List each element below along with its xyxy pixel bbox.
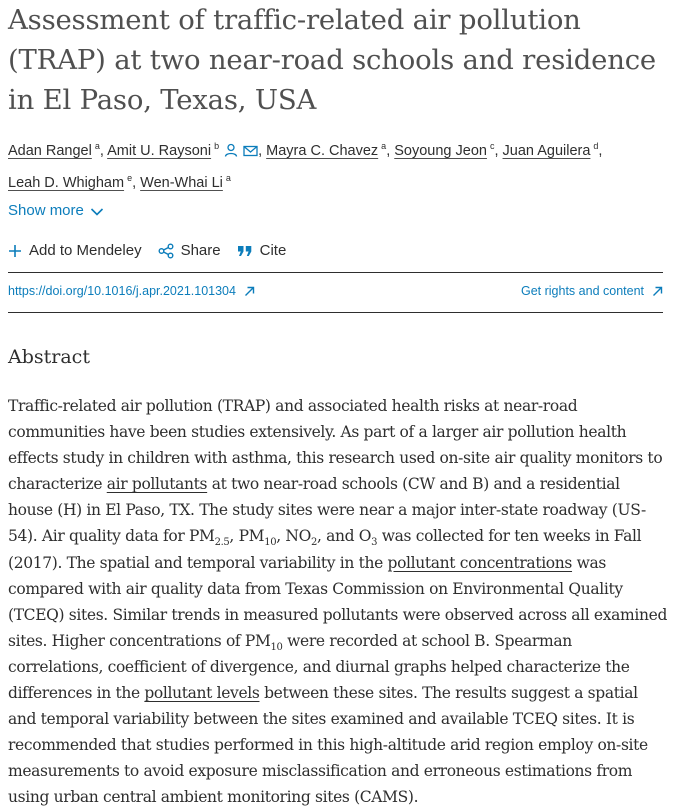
topic-link[interactable]: pollutant levels — [144, 684, 260, 703]
cite-button[interactable] — [237, 242, 287, 259]
author-link[interactable]: Amit U. Raysoni $^b$ — [107, 141, 220, 159]
plus-icon — [8, 244, 22, 258]
author-link[interactable]: Leah D. Whigham $^e$ — [8, 172, 133, 191]
author-link[interactable]: Soyoung Jeon $^c$ — [394, 141, 495, 159]
chevron-down-icon — [90, 207, 104, 217]
article-actions — [8, 242, 302, 259]
abstract-text: Traffic-related air pollution (TRAP) and associated health risks at near-road communities have been studies extensively. As part of a larger air pollution health effects study in children with asthma, this research used on-site air quality monitors to characterize air pollutants at two near-road schools (CW and B) and a residential house (H) in El Paso, TX. The study sites were near a major inter-state roadway (US-54). Air quality data for $PM_{2.5}$, $PM_{10}$, $NO_2$, and $O_3$ was collected for ten weeks in Fall (2017). The spatial and temporal variability in the pollutant concentrations was compared with air quality data from Texas Commission on Environmental Quality (TCEQ) sites. Similar trends in measured pollutants were observed across all examined sites. Higher concentrations of $PM_{10}$ were recorded at school B. Spearman correlations, coefficient of divergence, and diurnal graphs helped characterize the differences in the pollutant levels between these sites. The results suggest a spatial and temporal variability between the sites examined and available TCEQ sites. It is recommended that studies performed in this high-altitude arid region employ on-site measurements to avoid exposure misclassification and erroneous estimations from using urban central ambient monitoring sites (CAMS). — [8, 397, 668, 807]
share-icon — [158, 243, 174, 259]
author-link[interactable]: Juan Aguilera $^d$ — [502, 141, 599, 159]
email-icon[interactable] — [243, 141, 258, 166]
get-rights-link[interactable]: Get rights and content — [521, 284, 663, 298]
author-link[interactable]: Adan Rangel $^a$ — [8, 141, 100, 159]
abstract-heading: Abstract — [8, 346, 90, 368]
external-link-icon — [244, 286, 255, 297]
show-more-label: Show more — [8, 202, 84, 219]
show-more-button[interactable] — [8, 202, 104, 219]
external-link-icon — [652, 286, 663, 297]
cite-label: Cite — [259, 242, 287, 259]
person-icon[interactable] — [224, 141, 238, 166]
topic-link[interactable]: air pollutants — [106, 475, 208, 494]
share-label: Share — [180, 242, 221, 259]
author-link[interactable]: Wen-Whai Li $^a$ — [140, 172, 231, 191]
divider — [8, 272, 663, 273]
mendeley-label: Add to Mendeley — [29, 242, 142, 259]
topic-link[interactable]: pollutant concentrations — [387, 553, 573, 572]
article-title: Assessment of traffic-related air pollution (TRAP) at two near-road schools and residence in El Paso, Texas, USA — [8, 4, 656, 116]
doi-link[interactable]: https://doi.org/10.1016/j.apr.2021.101304 — [8, 284, 255, 298]
share-button[interactable] — [158, 242, 221, 259]
author-list: Adan Rangel $^a$, Amit U. Raysoni $^b$ , Mayra C. Chavez $^a$, Soyoung Jeon $^c$, Juan Aguilera $^d$, Leah D. Whigham $^e$, Wen-Whai Li $^a$ — [8, 141, 603, 191]
author-link[interactable]: Mayra C. Chavez $^a$ — [266, 141, 387, 159]
add-to-mendeley-button[interactable] — [8, 242, 142, 259]
divider — [8, 312, 663, 313]
quote-icon — [237, 244, 253, 258]
